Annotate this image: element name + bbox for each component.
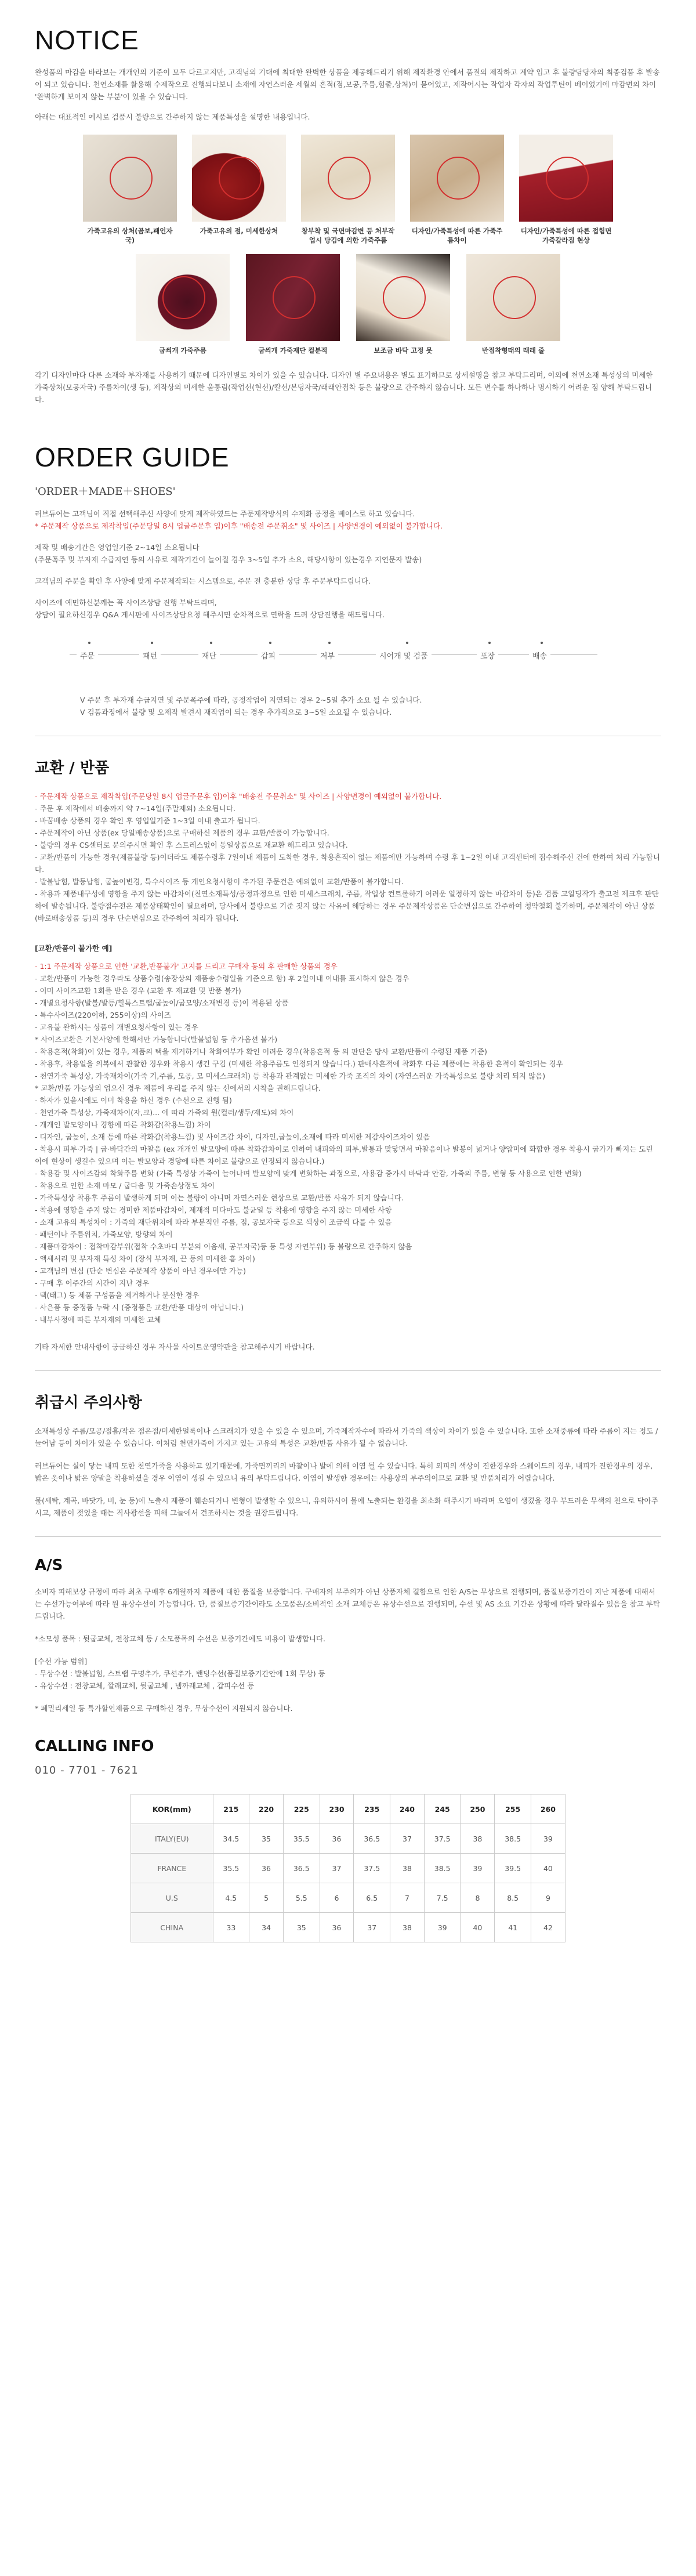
- table-cell: 39.5: [495, 1854, 531, 1883]
- size-header: 260: [531, 1794, 565, 1824]
- exchange-warning: - 주문제작 상품으로 제작착입(주문당일 8시 업글주문후 입)이후 "배송전 주문취소" 및 사이즈 | 사양변경이 예외없이 불가합니다.: [35, 792, 442, 801]
- size-table-header: [131, 1794, 566, 1824]
- non-returnable-item: - 개개인 발모양이나 경향에 따른 착화감(착용느낌) 차이: [35, 1120, 211, 1129]
- order-guide-text: (주문폭주 및 부자재 수급지연 등의 사유로 제작기간이 늘어질 경우 3~5일 추가 소요, 해당사항이 있는경우 지연문자 발송): [35, 555, 422, 564]
- table-cell: 36.5: [354, 1824, 390, 1854]
- exchange-section: [35, 756, 661, 1353]
- table-cell: 35.5: [284, 1824, 320, 1854]
- table-cell: 34.5: [213, 1824, 249, 1854]
- size-header: 250: [461, 1794, 495, 1824]
- non-returnable-title: [교환/반품이 불가한 예]: [35, 944, 113, 953]
- size-header: 215: [213, 1794, 249, 1824]
- order-guide-title: ORDER GUIDE: [35, 442, 230, 472]
- example-caption: 창부착 및 국면마감변 등 처부작업시 당김에 의한 가죽주름: [301, 227, 395, 244]
- table-row: [131, 1854, 566, 1883]
- table-cell: 35: [284, 1913, 320, 1942]
- table-cell: 37: [354, 1913, 390, 1942]
- highlight-circle: [110, 157, 153, 200]
- example-tile: [192, 135, 286, 245]
- example-photo: [519, 135, 613, 222]
- table-cell: 5.5: [284, 1883, 320, 1913]
- highlight-circle: [493, 276, 536, 319]
- table-row: [131, 1824, 566, 1854]
- example-caption: 가죽고유의 상처(곰보,패인자국): [87, 227, 173, 244]
- highlight-circle: [273, 276, 316, 319]
- size-header: 240: [390, 1794, 424, 1824]
- process-dot: [151, 642, 153, 644]
- table-cell: 40: [531, 1854, 565, 1883]
- example-caption: 굽씌개 가죽재단 컬분적: [258, 346, 328, 354]
- row-label: U.S: [131, 1883, 213, 1913]
- non-returnable-item: - 이미 사이즈교환 1회를 받은 경우 (교환 후 재교환 및 반품 불가): [35, 986, 241, 995]
- care-text: 물(세탁, 계곡, 바닷가, 비, 눈 등)에 노출시 제품이 훼손되거나 변형이 발생할 수 있으니, 유의하시어 물에 노출되는 환경을 최소화 해주시기 바라며 오염이 생겼을 경우 부드러운 무색의 천으로 닦아주시고, 제품이 젖었을 때는 직사광선을 피해 그늘에서 건조하시는 것을 권장드립니다.: [35, 1496, 658, 1517]
- highlight-circle: [162, 276, 205, 319]
- example-tile: [519, 135, 613, 245]
- notice-intro-2: 아래는 대표적인 예시로 검품시 불량으로 간주하지 않는 제품특성을 설명한 내용입니다.: [35, 113, 310, 121]
- example-photo: [246, 254, 340, 341]
- care-text: 러브듀어는 실이 닿는 내피 또한 천연가죽을 사용하고 있기때문에, 가죽면끼리의 마찰이나 발에 의해 이염 될 수 있습니다. 특히 외피의 색상이 진한경우와 스웨이드의 경우, 내피가 진한경우의 경우, 밝은 옷이나 밝은 양말을 착용하셨을 경우 이염이 생길 수 있으니 유의 부탁드립니다. 이염이 발생한 경우에는 사용상의 부주의이므로 교환 및 반품처리가 어렵습니다.: [35, 1461, 653, 1482]
- table-cell: 36: [320, 1913, 354, 1942]
- table-cell: 6.5: [354, 1883, 390, 1913]
- row-label: FRANCE: [131, 1854, 213, 1883]
- exchange-footer: 기타 자세한 안내사항이 궁금하신 경우 자사몰 사이트운영약관을 참고해주시기 바랍니다.: [35, 1343, 315, 1351]
- exchange-line: - 바꿈배송 상품의 경우 확인 후 영업일기준 1~3일 이내 출고가 됩니다.: [35, 816, 260, 825]
- defect-examples-row-1: [35, 135, 661, 245]
- non-returnable-item: - 고유불 완하시는 상품이 개별요청사항이 있는 경우: [35, 1023, 198, 1032]
- process-step: 주문: [77, 650, 98, 661]
- table-cell: 36.5: [284, 1854, 320, 1883]
- table-cell: 5: [249, 1883, 284, 1913]
- process-step: 포장: [477, 650, 498, 661]
- exchange-line: - 발불납힘, 발등납힘, 굽높이변경, 특수사이즈 등 개인요청사항이 추가된 주문건은 예외없이 교환/반품이 불가합니다.: [35, 877, 404, 886]
- exchange-line: - 교환/반품이 가능한 경우(제품불량 등)이더라도 제품수령후 7일이내 제품이 도착한 경우, 착용흔적이 없는 제품에만 가능하며 수령 후 1~2일 이내 고객센터에 접수해주신 건에 한하여 처리 가능합니다.: [35, 853, 660, 874]
- table-cell: 39: [461, 1854, 495, 1883]
- notice-intro: 완성품의 마감을 바라보는 개개인의 기준이 모두 다르고지만, 고객님의 기대에 최대한 완벽한 상품을 제공해드리기 위해 제작환경 안에서 품질의 제작하고 계약 입고 후 불량담당자의 최종검품 후 발송이 되고 있습니다. 천연소재를 활용해 수제작으로 진행되다보니 소재에 자연스러운 세월의 흔적(점,모공,주름,힘줄,상처)이 묻어있고, 제작어시는 작업자 각자의 작업루틴이 베이었기에 마감면의 차이 '완벽하게 보이지 않는 부분'이 있을 수 있습니다.: [35, 68, 660, 101]
- non-returnable-item: - 착용흔적(착화)이 있는 경우, 제품의 택을 제거하거나 착화여부가 확인 어려운 경우(착용흔적 등 의 판단은 당사 교환/반품에 수령된 제품 기준): [35, 1047, 487, 1056]
- table-cell: 38: [461, 1824, 495, 1854]
- process-note: V 검품과정에서 불량 및 오제작 발견시 재작업이 되는 경우 추가적으로 3~5일 소요될 수 있습니다.: [80, 708, 392, 717]
- as-text: 소비자 피해보상 규정에 따라 최초 구매후 6개월까지 제품에 대한 품질을 보증합니다. 구매자의 부주의가 아닌 상품자체 결함으로 인한 A/S는 무상으로 진행되며, 품질보증기간이 지난 제품에 대해서는 수선가능여부에 따라 원 유상수선이 가능합니다. 단, 품질보증기간이라도 소모품은/소비적인 소재 교체등은 유상수선으로 진행되며, 수선 및 AS 소요 기간은 상황에 따라 달라질수 있음을 참고 부탁드립니다.: [35, 1587, 660, 1620]
- process-dot: [541, 642, 543, 644]
- table-row: [131, 1913, 566, 1942]
- non-returnable-list: [35, 960, 661, 1326]
- phone-number: 010 - 7701 - 7621: [35, 1764, 139, 1777]
- table-cell: 38.5: [495, 1824, 531, 1854]
- non-returnable-item: - 고객님의 변심 (단순 변심은 주문제작 상품이 아닌 경우에만 가능): [35, 1267, 246, 1275]
- non-returnable-item: - 착용후, 착용일을 의복에서 관찰한 경우와 착용시 생긴 구김 (미세한 착용주름도 인정되지 않습니다.) 판매사흔적에 착화후 다른 제품에는 착용한 흔적이 확인되는 경우: [35, 1059, 563, 1068]
- row-label: CHINA: [131, 1913, 213, 1942]
- table-cell: 33: [213, 1913, 249, 1942]
- order-guide-warning: * 주문제작 상품으로 제작착입(주문당일 8시 업글주문후 입)이후 "배송전 주문취소" 및 사이즈 | 사양변경이 예외없이 불가합니다.: [35, 522, 443, 530]
- table-cell: 39: [531, 1824, 565, 1854]
- example-photo: [83, 135, 177, 222]
- table-cell: 41: [495, 1913, 531, 1942]
- table-cell: 39: [424, 1913, 461, 1942]
- size-header: 230: [320, 1794, 354, 1824]
- non-returnable-item: - 교환/반품이 가능한 경우라도 상품수령(송장상의 제품송수령일을 기준으로 함) 후 2일이내 이내를 표시하지 않은 경우: [35, 974, 409, 983]
- table-cell: 38.5: [424, 1854, 461, 1883]
- process-step: 갑피: [258, 650, 279, 661]
- non-returnable-item: - 디자인, 굽높이, 소재 등에 따른 착화감(착용느낌) 및 사이즈감 차이, 디자인,굽높이,소재에 따라 미세한 제감사이즈차이 있음: [35, 1133, 430, 1141]
- as-text: * 폐밀리세일 등 특가할인제품으로 구매하신 경우, 무상수선이 지원되지 않습니다.: [35, 1704, 293, 1713]
- table-cell: 6: [320, 1883, 354, 1913]
- non-returnable-item: - 제품마감차이 : 접착마감부위(접착 수초바디 부분의 이음새, 공부자국)등 등 특성 자연부위) 등 불량으로 간주하지 않음: [35, 1242, 412, 1251]
- example-photo: [301, 135, 395, 222]
- process-step: 패턴: [139, 650, 161, 661]
- order-guide-text: 사이즈에 예민하신분께는 꼭 사이즈상담 진행 부탁드리며,: [35, 598, 217, 607]
- table-cell: 37: [390, 1824, 424, 1854]
- example-caption: 디자인/가죽특성에 따른 접힘면 가죽갈라짐 현상: [520, 227, 612, 244]
- non-returnable-item: - 구매 후 이주간의 시간이 지난 경우: [35, 1279, 150, 1287]
- table-cell: 35.5: [213, 1854, 249, 1883]
- divider: [35, 1370, 661, 1371]
- exchange-line: - 주문제작이 아닌 상품(ex 당일배송상품)으로 구매하신 제품의 경우 교환/반품이 가능합니다.: [35, 828, 329, 837]
- example-tile: [466, 254, 560, 355]
- as-title: A/S: [35, 1557, 63, 1574]
- highlight-circle: [383, 276, 426, 319]
- care-section: [35, 1391, 661, 1519]
- non-returnable-item: - 천연가죽 특성상, 가죽재차이(자,크)... 에 따라 가죽의 원(컬러/생두/재도)의 차이: [35, 1108, 294, 1117]
- table-cell: 40: [461, 1913, 495, 1942]
- exchange-line: - 착용과 제품내구성에 영향을 주지 않는 마감차이(천연소재특성/공정과정으로 인한 미세스크래치, 주름, 작업상 컨트롤하기 어려운 일정하지 않는 마감차이 등)은 검품 고일딩작가 출고전 제크후 판단하에 발송됩니다. 불량접수전은 제품상태확인이 필요하며, 당사에서 불량으로 기준 짓지 않는 사유에 해당하는 경우 주문제작상품은 단순변심으로 간주하여 청약철회 불가하며, 주문제작이 아닌 상품(바로배송상품 등)의 경우 단순변심으로 간주하여 처리가 됩니다.: [35, 889, 659, 922]
- highlight-circle: [437, 157, 480, 200]
- order-guide-text: 고객님의 주문을 확인 후 사양에 맞게 주문제작되는 시스템으로, 주문 전 충분한 상담 후 주문부탁드립니다.: [35, 577, 371, 585]
- example-caption: 반접착형태의 래래 줄: [482, 346, 545, 354]
- example-tile: [410, 135, 504, 245]
- non-returnable-item: - 가죽특성상 착용후 주름이 발생하게 되며 이는 불량이 아니며 자연스러운 현상으로 교환/반품 사유가 되지 않습니다.: [35, 1193, 404, 1202]
- order-guide-section: [35, 442, 661, 718]
- process-step: 배송: [529, 650, 550, 661]
- table-cell: 36: [249, 1854, 284, 1883]
- as-text: *소모성 품목 : 뒷굽교체, 전창교체 등 / 소모품목의 수선은 보증기간에도 비용이 발생합니다.: [35, 1634, 326, 1643]
- non-returnable-item: - 개별요청사항(발볼/발등/힐특스트랩/굽높이/굽모양/소재변경 등)이 적용된 상품: [35, 998, 289, 1007]
- table-cell: 8.5: [495, 1883, 531, 1913]
- table-cell: 7: [390, 1883, 424, 1913]
- highlight-circle: [219, 157, 262, 200]
- example-photo: [356, 254, 450, 341]
- non-returnable-item: - 액세서리 및 부자재 특성 차이 (장식 부자재, 끈 등의 미세한 흠 차이): [35, 1254, 255, 1263]
- example-caption: 굽씌개 가죽주름: [159, 346, 206, 354]
- as-repair-title: [수선 가능 범위]: [35, 1657, 88, 1666]
- non-returnable-item: - 사은품 등 증정품 누락 시 (증정품은 교환/반품 대상이 아닙니다.): [35, 1303, 244, 1312]
- process-dot: [88, 642, 90, 644]
- table-cell: 36: [320, 1824, 354, 1854]
- example-photo: [410, 135, 504, 222]
- example-tile: [136, 254, 230, 355]
- example-caption: 보조굽 바닥 고정 못: [374, 346, 433, 354]
- process-note: V 주문 후 부자재 수급지연 및 주문폭주에 따라, 공정작업이 지연되는 경우 2~5일 추가 소요 될 수 있습니다.: [80, 696, 422, 704]
- divider: [35, 1536, 661, 1537]
- table-cell: 7.5: [424, 1883, 461, 1913]
- size-header: 255: [495, 1794, 531, 1824]
- highlight-circle: [328, 157, 371, 200]
- example-tile: [83, 135, 177, 245]
- example-tile: [246, 254, 340, 355]
- defect-examples-row-2: [35, 254, 661, 355]
- process-step: 저부: [317, 650, 338, 661]
- non-returnable-item: - 패턴이나 주름위치, 가죽모양, 방향의 차이: [35, 1230, 173, 1239]
- table-cell: 37: [320, 1854, 354, 1883]
- table-row: [131, 1883, 566, 1913]
- process-dot: [210, 642, 212, 644]
- non-returnable-item: - 착용에 영향을 주지 않는 경미한 제품마감차이, 제재적 미다마도 불균일 등 착용에 영향을 주지 않는 미세한 사항: [35, 1206, 392, 1214]
- order-guide-text: 러브듀어는 고객님이 직접 선택해주신 사양에 맞게 제작하였드는 주문제작방식의 수제화 공정을 베이스로 하고 있습니다.: [35, 509, 415, 518]
- process-step: 시어개 및 검품: [376, 650, 432, 661]
- exchange-line: - 불량의 경우 CS센터로 문의주시면 확인 후 스트레스없이 동일상품으로 재교환 해드리고 있습니다.: [35, 841, 348, 849]
- size-header: 225: [284, 1794, 320, 1824]
- example-tile: [301, 135, 395, 245]
- highlight-circle: [546, 157, 589, 200]
- order-guide-subtitle: 'ORDER＋MADE＋SHOES': [35, 486, 176, 498]
- non-returnable-item: * 교환/반품 가능상의 업으신 경우 제품에 우리를 주지 않는 선에서의 시착을 권해드립니다.: [35, 1084, 321, 1092]
- as-text: - 무상수선 : 발볼넓힘, 스트랩 구멍추가, 쿠션추가, 밴딩수선(품질보증기간안에 1회 무상) 등: [35, 1669, 325, 1678]
- non-returnable-item: - 착용으로 인한 소재 마모 / 굽다음 및 가죽손상정도 차이: [35, 1181, 215, 1190]
- process-step: 재단: [198, 650, 220, 661]
- example-caption: 디자인/가죽특성에 따른 가죽주름차이: [411, 227, 503, 244]
- example-tile: [356, 254, 450, 355]
- non-returnable-item: * 사이즈교환은 기본사양에 한해서만 가능합니다(발불넓힘 등 추가옵션 불가): [35, 1035, 278, 1044]
- as-section: [35, 1557, 661, 1714]
- care-title: 취급시 주의사항: [35, 1394, 142, 1412]
- non-returnable-item: - 내부사정에 따른 부자재의 미세한 교체: [35, 1315, 161, 1324]
- size-header: 220: [249, 1794, 284, 1824]
- size-table: [130, 1794, 566, 1942]
- process-dot: [488, 642, 491, 644]
- table-cell: 42: [531, 1913, 565, 1942]
- exchange-title: 교환 / 반품: [35, 759, 110, 777]
- non-returnable-item: - 택(태그) 등 제품 구성품을 제거하거나 분실한 경우: [35, 1291, 200, 1300]
- exchange-line: - 주문 후 제작에서 배송까지 약 7~14일(주말제외) 소요됩니다.: [35, 804, 236, 813]
- as-text: - 유상수선 : 전창교체, 깔래교체, 뒷굽교체 , 넴까래교체 , 갑피수선 등: [35, 1681, 255, 1690]
- table-cell: 38: [390, 1913, 424, 1942]
- notice-footer: 각기 디자인마다 다른 소재와 부자재를 사용하기 때문에 디자인별로 차이가 있을 수 있습니다. 디자인 별 주요내용은 별도 표기하므로 상세설명을 참고 부탁드리며, 이외에 천연소재 특성상의 미세한 가죽상처(모공자국) 주름차이(생 등), 제작상의 미세한 울퉁림(작업선(현선)/칼선/본딩자국/래래안접착 등은 불량으로 간주하지 않습니다. 모든 변수를 하나하나 명시하기 어려운 점 양해 부탁드립니다.: [35, 371, 653, 404]
- process-dot: [406, 642, 408, 644]
- process-dot: [269, 642, 271, 644]
- table-cell: 37.5: [354, 1854, 390, 1883]
- order-guide-text: 상담이 필요하신경우 Q&A 게시판에 사이즈상담요청 해주시면 순차적으로 연락을 드려 상담진행을 해드립니다.: [35, 610, 385, 619]
- row-label: ITALY(EU): [131, 1824, 213, 1854]
- example-photo: [466, 254, 560, 341]
- order-guide-text: 제작 및 배송기간은 영업일기준 2~14일 소요됩니다: [35, 543, 200, 552]
- process-dot: [328, 642, 331, 644]
- product-detail-page: [35, 0, 661, 1942]
- calling-info-title: CALLING INFO: [35, 1738, 154, 1755]
- example-caption: 가죽고유의 점, 미세한상처: [200, 227, 278, 235]
- care-text: 소재특성상 주름/모공/점흠/작은 점은점/미세한얼룩이나 스크래치가 있을 수 있을 수 있으며, 가죽제작자수에 따라서 가죽의 색상이 차이가 있을 수 있습니다. 또한 소재중류에 따라 주름이 지는 정도 / 늘어남 등이 차이가 있을 수 있습니다. 이처럼 천연가죽이 가지고 있는 고유의 특성은 교환/반품 사유가 될 수 없습니다.: [35, 1427, 658, 1448]
- table-cell: 4.5: [213, 1883, 249, 1913]
- non-returnable-item: - 하자가 있을시에도 이미 착용을 하신 경우 (수선으로 진행 됨): [35, 1096, 232, 1105]
- non-returnable-item: - 착용감 및 사이즈감의 착화주름 변화 (가죽 특성상 가죽이 늘어나며 발모양에 맞게 변화하는 과정으로, 사용감 증가시 바닥과 안감, 가죽의 주름, 변형 등 사용으로 인한 변화): [35, 1169, 582, 1178]
- non-returnable-item: - 착용시 피부·가죽 | 굽·바닥간의 마찰음 (ex 개개인 발모양에 따른 착화감차이로 인하여 내피와의 피부,발통과 맞닿면서 마찰음이나 발봉이 넓거나 양압미에 화합한 경우 착용시 굽가가 빠지는 도린 이에 현상이 생길수 있으며 이는 발모양과 경향에 따른 차이로 불량으로 인정되지 않습니다.): [35, 1145, 653, 1166]
- size-header: 245: [424, 1794, 461, 1824]
- table-cell: 35: [249, 1824, 284, 1854]
- table-cell: 9: [531, 1883, 565, 1913]
- example-photo: [136, 254, 230, 341]
- non-returnable-warning: - 1:1 주문제작 상품으로 인한 '교환,반품불가' 고지를 드리고 구매자 동의 후 판매한 상품의 경우: [35, 962, 338, 971]
- non-returnable-item: - 천연가죽 특성상, 가죽재차이(가죽 기,주름, 모공, 모 미세스크래치) 등 착용과 관계없는 미세한 가죽 조직의 차이 (자연스러운 가죽특성으로 불량 처리 되지 않음): [35, 1072, 546, 1080]
- non-returnable-item: - 특수사이즈(220이하, 255이상)의 사이즈: [35, 1011, 171, 1019]
- size-table-header-label: KOR(mm): [131, 1794, 213, 1824]
- example-photo: [192, 135, 286, 222]
- notice-title: NOTICE: [35, 25, 139, 55]
- table-cell: 8: [461, 1883, 495, 1913]
- production-process: [35, 636, 661, 671]
- table-cell: 34: [249, 1913, 284, 1942]
- process-notes: [35, 694, 661, 718]
- table-cell: 37.5: [424, 1824, 461, 1854]
- non-returnable-item: - 소재 고유의 특성차이 : 가죽의 재단위치에 따라 부분적인 주름, 점, 공보자국 등으로 색상이 조금씩 다를 수 있음: [35, 1218, 392, 1227]
- size-header: 235: [354, 1794, 390, 1824]
- table-cell: 38: [390, 1854, 424, 1883]
